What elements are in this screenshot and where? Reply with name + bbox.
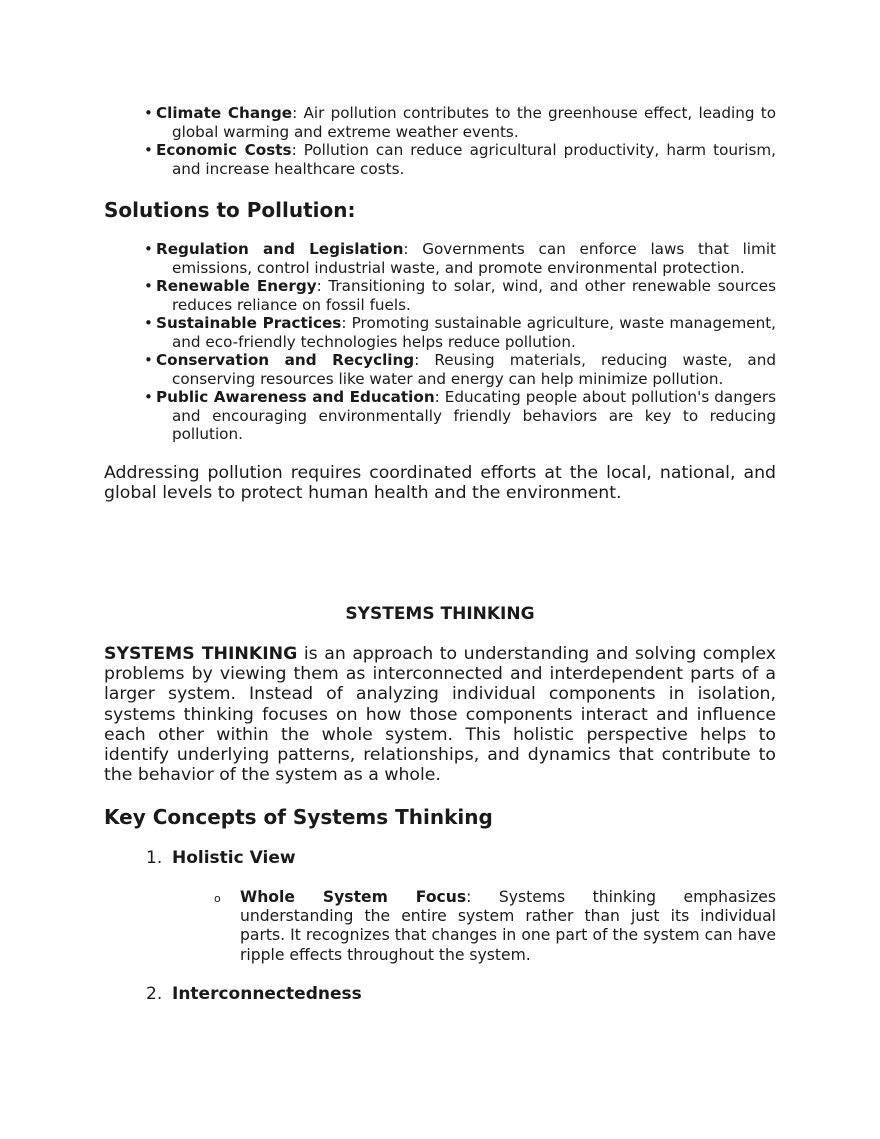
solutions-list [144, 240, 777, 444]
item-text: : Reusing materials, reducing waste, and conserving resources like water and energy can help minimize pollution. [172, 351, 776, 388]
list-item [144, 277, 776, 314]
bullet-icon: • [144, 351, 153, 369]
intro-term: SYSTEMS THINKING [104, 644, 298, 664]
bullet-icon: • [144, 277, 153, 295]
item-text: : Governments can enforce laws that limit emissions, control industrial waste, and promote environmental protection. [172, 240, 776, 277]
solutions-heading: Solutions to Pollution: [104, 198, 356, 222]
intro-text: is an approach to understanding and solving complex problems by viewing them as interconnected and interdependent parts of a larger system. Instead of analyzing individual components in isolation, systems thinking focuses on how those components interact and influence each other within the whole system. This holistic perspective helps to identify underlying patterns, relationships, and dynamics that contribute to the behavior of the system as a whole. [104, 644, 776, 786]
item-text: : Air pollution contributes to the greenhouse effect, leading to global warming and extreme weather events. [172, 104, 776, 141]
item-term: Public Awareness and Education [156, 388, 435, 406]
list-item [144, 314, 776, 351]
list-item [144, 104, 776, 141]
item-term: Renewable Energy [156, 277, 317, 295]
item-text: : Pollution can reduce agricultural productivity, harm tourism, and increase healthcare costs. [172, 141, 776, 178]
concept-item [146, 983, 362, 1005]
item-term: Whole System Focus [240, 888, 467, 906]
item-term: Conservation and Recycling [156, 351, 415, 369]
intro-paragraph [104, 644, 776, 785]
item-term: Sustainable Practices [156, 314, 342, 332]
bullet-icon: • [144, 240, 153, 258]
list-item [144, 141, 776, 178]
item-term: Climate Change [156, 104, 293, 122]
bullet-icon: • [144, 388, 153, 406]
item-term: Economic Costs [156, 141, 292, 159]
list-item [214, 888, 776, 965]
bullet-icon: • [144, 141, 153, 159]
item-text: : Promoting sustainable agriculture, waste management, and eco-friendly technologies helps reduce pollution. [172, 314, 776, 351]
list-item [144, 240, 776, 277]
list-item [144, 351, 776, 388]
concept-number: 2. [146, 984, 163, 1004]
list-item [144, 388, 777, 444]
item-text: : Transitioning to solar, wind, and other renewable sources reduces reliance on fossil fuels. [172, 277, 776, 314]
concept-item [146, 847, 296, 869]
concepts-heading: Key Concepts of Systems Thinking [104, 805, 493, 829]
concept-number: 1. [146, 848, 163, 868]
item-text: : Educating people about pollution's dangers and encouraging environmentally friendly behaviors are key to reducing pollution. [172, 388, 777, 443]
bullet-icon: • [144, 104, 153, 122]
effects-list [144, 104, 776, 178]
circle-bullet-icon: o [214, 892, 221, 905]
concept-title: Holistic View [172, 848, 296, 868]
item-term: Regulation and Legislation [156, 240, 404, 258]
closing-paragraph: Addressing pollution requires coordinated efforts at the local, national, and global levels to protect human health and the environment. [104, 463, 776, 504]
concept-title: Interconnectedness [172, 984, 362, 1004]
concept-sub-list [214, 888, 776, 965]
item-text: : Systems thinking emphasizes understanding the entire system rather than just its individual parts. It recognizes that changes in one part of the system can have ripple effects throughout the system. [240, 888, 776, 964]
bullet-icon: • [144, 314, 153, 332]
section-title: SYSTEMS THINKING [345, 604, 535, 624]
